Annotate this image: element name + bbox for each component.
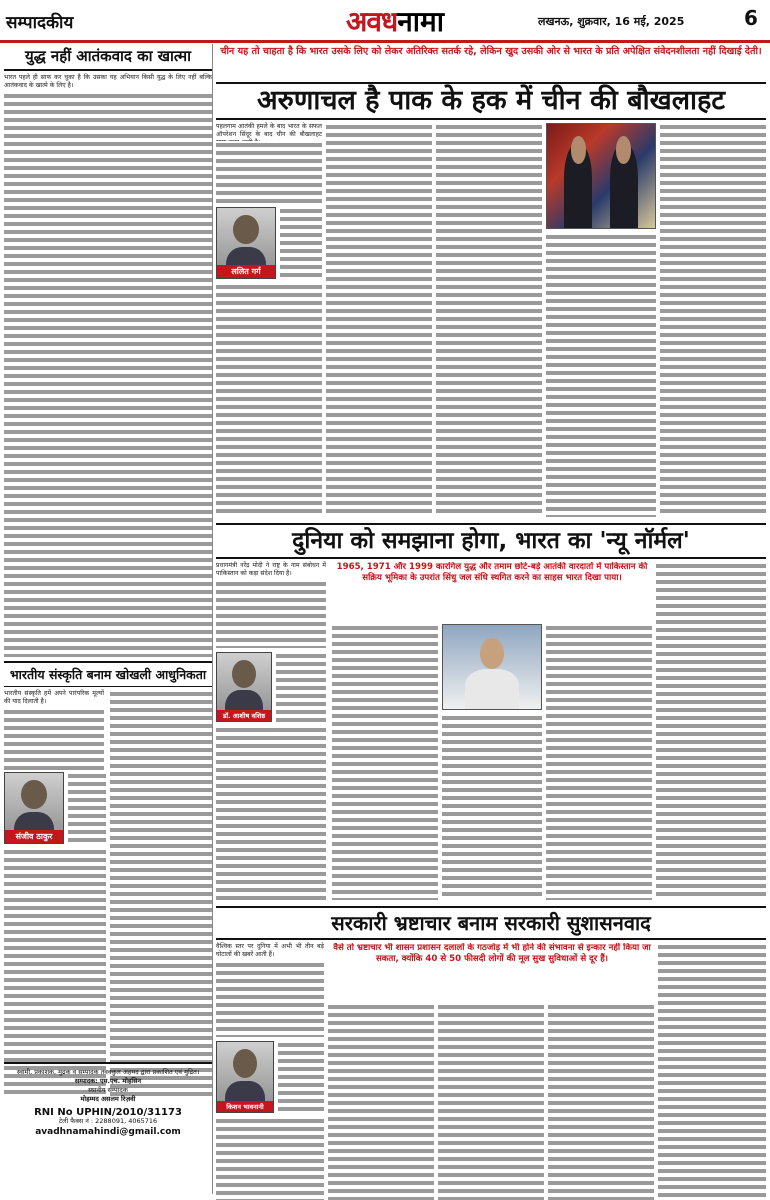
lead-author-name: ललित गर्ग: [217, 265, 275, 278]
pm-photo: [442, 624, 542, 710]
culture-body-top: [4, 708, 104, 770]
third-kicker: वैसे तो भ्रष्टाचार भी शासन प्रशासन दलालों के गठजोड़ में भी होने की संभावना से इन्कार नहीं किया जा सकता, क्योंकि 40 से 50 फीसदी लोगों की मूल सुख सुविधाओं से दूर हैं।: [333, 943, 651, 964]
left-column: [4, 44, 212, 1194]
second-headline: दुनिया को समझाना होगा, भारत का 'न्यू नॉर्मल': [292, 528, 690, 554]
third-rule-bottom: [216, 938, 766, 940]
second-kicker: 1965, 1971 और 1999 कारगिल युद्ध और तमाम छोटे-बड़े आतंकी वारदातों में पाकिस्तान की सक्रिय भूमिका के उपरांत सिंधु जल संधि स्थगित करने का साहस भारत दिखा पाया।: [336, 562, 648, 583]
imprint-phone: टेली फैक्स नं : 2288091, 4065716: [58, 1117, 158, 1125]
second-col2: [332, 624, 438, 900]
masthead-rule: [0, 40, 770, 43]
lead-col2: [326, 123, 432, 517]
lead-col1-bottom: [216, 283, 322, 517]
third-author-name: किशन भावनानी: [217, 1101, 273, 1112]
second-col4: [546, 624, 652, 900]
third-col1-beside: [278, 1041, 324, 1113]
culture-body-beside: [68, 772, 106, 844]
column-divider: [212, 44, 213, 1194]
second-col1-top: [216, 580, 326, 648]
culture-article-title: भारतीय संस्कृति बनाम खोखली आधुनिकता: [4, 661, 212, 687]
second-col3: [442, 714, 542, 900]
second-author-name: डॉ. आशीष वशिष्ठ: [217, 710, 271, 721]
imprint-local-editor: मोहम्मद असलम रिज़वी: [80, 1095, 136, 1103]
masthead: [0, 0, 770, 42]
third-col5: [658, 943, 766, 1200]
third-headline: सरकारी भ्रष्टाचार बनाम सरकारी सुशासनवाद: [331, 911, 651, 935]
section-title: सम्पादकीय: [6, 13, 74, 33]
second-story-body: [216, 562, 766, 902]
third-story-body: [216, 943, 766, 1200]
lead-kicker: चीन यह तो चाहता है कि भारत उसके लिए को लेकर अतिरिक्त सतर्क रहे, लेकिन खुद उसकी ओर से भारत के प्रति अपेक्षित संवेदनशीलता नहीं दिखाई देती।: [220, 46, 762, 57]
leaders-photo: [546, 123, 656, 229]
editorial-title: युद्ध नहीं आतंकवाद का खात्मा: [4, 44, 212, 71]
third-author-photo: [216, 1041, 274, 1113]
lead-rule-bottom: [216, 118, 766, 120]
culture-body-col2: [110, 690, 212, 1098]
imprint-rni: RNI No UPHIN/2010/31173: [34, 1107, 182, 1118]
lead-story-body: [216, 123, 766, 519]
lead-col1-top: [216, 141, 322, 203]
third-intro: वैश्विक स्तर पर दुनिया में अभी भी तीन बड़े घोटालों की खबरें आती हैं।: [216, 943, 324, 958]
editorial-intro: भारत पहले ही साफ कर चुका है कि उसका यह अभियान किसी युद्ध के लिए नहीं बल्कि आतंकवाद के खात्मे के लिए है।: [4, 74, 212, 89]
second-author-box: [216, 652, 272, 722]
third-col2: [328, 1003, 434, 1200]
author-name: संजीव ठाकुर: [5, 830, 63, 843]
lead-headline: अरुणाचल है पाक के हक में चीन की बौखलाहट: [257, 85, 725, 116]
lead-author-box: [216, 207, 276, 279]
lead-col5: [660, 123, 766, 517]
culture-body-col1: [4, 848, 106, 1098]
third-col1-bottom: [216, 1117, 324, 1200]
second-col5: [656, 562, 766, 900]
culture-article-intro: भारतीय संस्कृति हमें अपने पारंपरिक मूल्यों की याद दिलाती है।: [4, 690, 104, 705]
third-col3: [438, 1003, 544, 1200]
third-col4: [548, 1003, 654, 1200]
imprint-editor: सम्पादक: एम.एच. मोहसिन: [74, 1077, 142, 1085]
author-photo: [5, 773, 63, 843]
main-area: [216, 44, 766, 1200]
second-col1-beside: [276, 652, 326, 722]
third-author-box: [216, 1041, 274, 1113]
logo-part-1: अवध: [346, 5, 398, 38]
lead-col3: [436, 123, 542, 517]
issue-date: लखनऊ, शुक्रवार, 16 मई, 2025: [538, 15, 685, 28]
third-col1-top: [216, 961, 324, 1037]
lead-col1-beside: [280, 207, 322, 279]
second-rule-bottom: [216, 557, 766, 559]
page-number: 6: [744, 6, 758, 30]
imprint-line-3: स्थानीय सम्पादक: [88, 1086, 128, 1094]
culture-author-box: [4, 772, 64, 844]
second-col1-bottom: [216, 726, 326, 900]
second-intro: प्रधानमंत्री नरेंद्र मोदी ने राष्ट्र के नाम संबोधन में पाकिस्तान को कड़ा संदेश दिया है।: [216, 562, 326, 577]
culture-article-body: [4, 690, 212, 1100]
imprint-line-1: स्वामी, प्रकाशक, मुद्रक व सम्पादक तवक्कुल अहमद द्वारा प्रकाशित एवं मुद्रित।: [16, 1068, 200, 1076]
imprint: [4, 1062, 212, 1137]
lead-author-photo: [216, 207, 276, 279]
logo-part-2: नामा: [397, 5, 444, 38]
newspaper-logo[interactable]: [300, 2, 490, 38]
imprint-email[interactable]: avadhnamahindi@gmail.com: [35, 1127, 181, 1137]
second-author-photo: [216, 652, 272, 722]
lead-col4: [546, 233, 656, 517]
editorial-body-text: [4, 92, 212, 657]
lead-intro: पहलगाम आतंकी हमले के बाद भारत के सफल ऑपरेशन सिंदूर के बाद चीन की बौखलाहट: [216, 123, 322, 138]
